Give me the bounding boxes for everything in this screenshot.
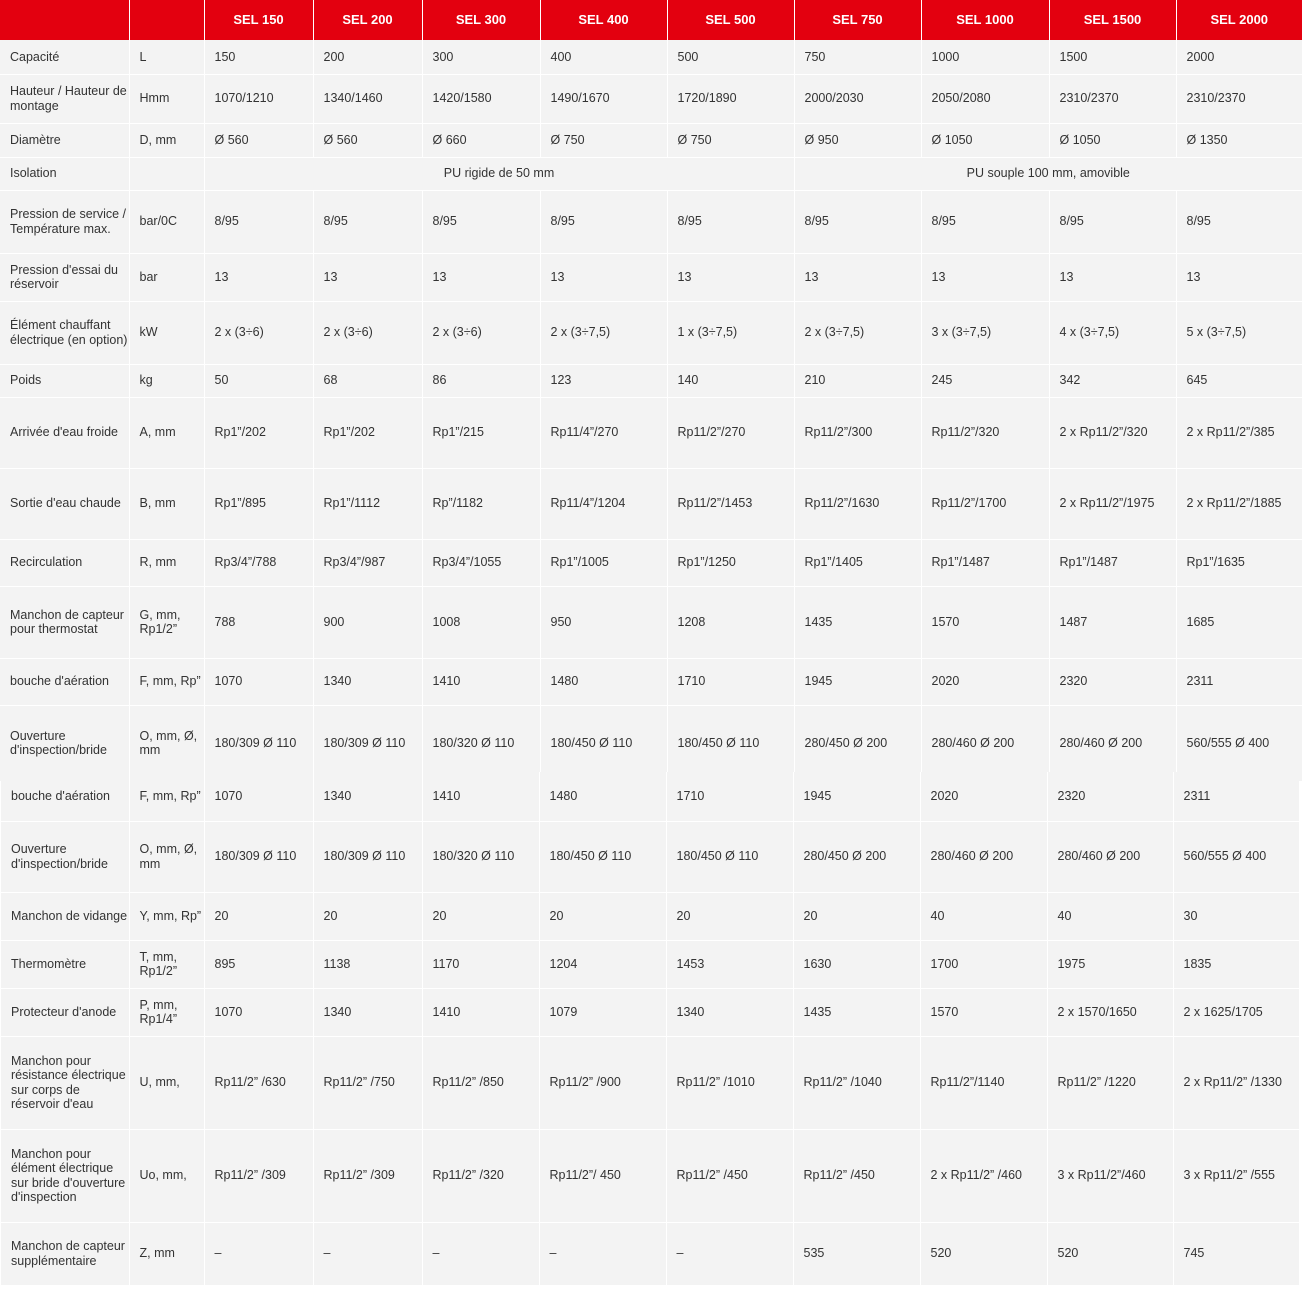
value-cell: 1340 (313, 988, 422, 1036)
value-cell: 280/460 Ø 200 (921, 705, 1049, 781)
value-cell: 2 x Rp11/2” /1330 (1173, 1036, 1299, 1129)
value-cell: 1410 (422, 772, 539, 821)
value-cell: 1340 (313, 772, 422, 821)
row-unit: Uo, mm, (129, 1129, 204, 1222)
value-cell: 2000 (1176, 40, 1302, 74)
value-cell: 1340 (313, 658, 422, 705)
value-cell: 68 (313, 364, 422, 397)
value-cell: 1975 (1047, 940, 1173, 988)
table-row (0, 397, 1302, 468)
table-row (0, 253, 1302, 301)
row-unit: kW (129, 301, 204, 364)
value-cell: 1945 (793, 772, 920, 821)
value-cell: 2320 (1047, 772, 1173, 821)
table-body-continued (1, 772, 1299, 1285)
value-cell: Rp11/2” /1040 (793, 1036, 920, 1129)
header-cell: SEL 750 (794, 0, 921, 40)
row-label: Manchon de capteur supplémentaire (1, 1222, 129, 1285)
value-cell: Ø 560 (313, 123, 422, 157)
row-label: bouche d'aération (0, 658, 129, 705)
spec-table-continued-wrapper (1, 772, 1299, 1286)
value-cell: 1685 (1176, 586, 1302, 658)
spanned-value-cell: PU rigide de 50 mm (204, 157, 794, 190)
value-cell: 520 (920, 1222, 1047, 1285)
table-row (0, 123, 1302, 157)
table-row (1, 892, 1299, 940)
value-cell: 13 (921, 253, 1049, 301)
value-cell: Rp”/1182 (422, 468, 540, 539)
value-cell: 895 (204, 940, 313, 988)
value-cell: 1710 (667, 658, 794, 705)
value-cell: – (666, 1222, 793, 1285)
value-cell: 900 (313, 586, 422, 658)
value-cell: 1480 (539, 772, 666, 821)
value-cell: 2 x Rp11/2”/320 (1049, 397, 1176, 468)
row-unit: bar (129, 253, 204, 301)
value-cell: 20 (539, 892, 666, 940)
value-cell: 1070 (204, 658, 313, 705)
value-cell: 1410 (422, 658, 540, 705)
value-cell: 1410 (422, 988, 539, 1036)
value-cell: Rp11/2”/270 (667, 397, 794, 468)
value-cell: Rp11/2”/1140 (920, 1036, 1047, 1129)
value-cell: 8/95 (1176, 190, 1302, 253)
value-cell: 280/460 Ø 200 (1049, 705, 1176, 781)
value-cell: Rp11/2” /850 (422, 1036, 539, 1129)
row-unit: L (129, 40, 204, 74)
value-cell: 280/460 Ø 200 (1047, 821, 1173, 892)
value-cell: 535 (793, 1222, 920, 1285)
table-row (1, 1036, 1299, 1129)
value-cell: 180/450 Ø 110 (539, 821, 666, 892)
header-cell: SEL 200 (313, 0, 422, 40)
row-label: Ouverture d'inspection/bride (1, 821, 129, 892)
value-cell: 13 (540, 253, 667, 301)
header-cell: SEL 1000 (921, 0, 1049, 40)
value-cell: 520 (1047, 1222, 1173, 1285)
row-unit: F, mm, Rp” (129, 772, 204, 821)
value-cell: 560/555 Ø 400 (1176, 705, 1302, 781)
value-cell: 1570 (920, 988, 1047, 1036)
value-cell: 4 x (3÷7,5) (1049, 301, 1176, 364)
row-unit: O, mm, Ø, mm (129, 705, 204, 781)
spec-table-continued (1, 772, 1299, 1286)
value-cell: 180/450 Ø 110 (666, 821, 793, 892)
value-cell: Rp11/2” /630 (204, 1036, 313, 1129)
value-cell: 13 (667, 253, 794, 301)
value-cell: 13 (1176, 253, 1302, 301)
value-cell: 123 (540, 364, 667, 397)
value-cell: 13 (1049, 253, 1176, 301)
value-cell: 8/95 (1049, 190, 1176, 253)
value-cell: 2 x (3÷6) (313, 301, 422, 364)
value-cell: Rp1”/1005 (540, 539, 667, 586)
header-cell: SEL 300 (422, 0, 540, 40)
value-cell: 8/95 (313, 190, 422, 253)
value-cell: 13 (204, 253, 313, 301)
value-cell: 280/450 Ø 200 (793, 821, 920, 892)
value-cell: 1208 (667, 586, 794, 658)
value-cell: Rp1”/202 (204, 397, 313, 468)
table-row (1, 1129, 1299, 1222)
value-cell: 40 (920, 892, 1047, 940)
row-label: Manchon pour élément électrique sur bride d'ouverture d'inspection (1, 1129, 129, 1222)
value-cell: 1435 (794, 586, 921, 658)
value-cell: 2020 (921, 658, 1049, 705)
value-cell: 1490/1670 (540, 74, 667, 123)
table-row (0, 468, 1302, 539)
value-cell: Rp1”/1405 (794, 539, 921, 586)
value-cell: 750 (794, 40, 921, 74)
value-cell: 140 (667, 364, 794, 397)
value-cell: Rp1”/202 (313, 397, 422, 468)
table-row (0, 301, 1302, 364)
table-row (1, 821, 1299, 892)
value-cell: 3 x Rp11/2”/460 (1047, 1129, 1173, 1222)
header-cell: SEL 500 (667, 0, 794, 40)
value-cell: 2000/2030 (794, 74, 921, 123)
value-cell: Rp11/2” /320 (422, 1129, 539, 1222)
value-cell: – (539, 1222, 666, 1285)
row-label: Sortie d'eau chaude (0, 468, 129, 539)
value-cell: 280/460 Ø 200 (920, 821, 1047, 892)
value-cell: Rp1”/1487 (1049, 539, 1176, 586)
value-cell: Rp3/4”/1055 (422, 539, 540, 586)
value-cell: 180/450 Ø 110 (667, 705, 794, 781)
row-label: Protecteur d'anode (1, 988, 129, 1036)
value-cell: Rp11/2”/320 (921, 397, 1049, 468)
value-cell: 1170 (422, 940, 539, 988)
table-row (0, 539, 1302, 586)
value-cell: 1720/1890 (667, 74, 794, 123)
value-cell: Ø 750 (540, 123, 667, 157)
table-row (0, 157, 1302, 190)
value-cell: 2 x (3÷6) (204, 301, 313, 364)
table-row (1, 988, 1299, 1036)
value-cell: 2 x 1570/1650 (1047, 988, 1173, 1036)
table-row (0, 586, 1302, 658)
value-cell: 2 x Rp11/2” /460 (920, 1129, 1047, 1222)
value-cell: Rp11/2” /450 (793, 1129, 920, 1222)
row-unit: T, mm, Rp1/2” (129, 940, 204, 988)
value-cell: – (313, 1222, 422, 1285)
value-cell: 86 (422, 364, 540, 397)
value-cell: 1435 (793, 988, 920, 1036)
value-cell: 2310/2370 (1176, 74, 1302, 123)
row-unit: P, mm, Rp1/4” (129, 988, 204, 1036)
value-cell: Rp11/2” /1220 (1047, 1036, 1173, 1129)
value-cell: 1835 (1173, 940, 1299, 988)
value-cell: 300 (422, 40, 540, 74)
value-cell: 1204 (539, 940, 666, 988)
value-cell: 1008 (422, 586, 540, 658)
value-cell: 20 (666, 892, 793, 940)
value-cell: 1480 (540, 658, 667, 705)
row-label: Arrivée d'eau froide (0, 397, 129, 468)
value-cell: Ø 1350 (1176, 123, 1302, 157)
value-cell: 40 (1047, 892, 1173, 940)
value-cell: 20 (204, 892, 313, 940)
value-cell: Rp11/2” /750 (313, 1036, 422, 1129)
row-unit: R, mm (129, 539, 204, 586)
row-label: Hauteur / Hauteur de montage (0, 74, 129, 123)
value-cell: Rp11/2” /309 (204, 1129, 313, 1222)
value-cell: Rp11/2”/ 450 (539, 1129, 666, 1222)
row-unit: A, mm (129, 397, 204, 468)
value-cell: 1340 (666, 988, 793, 1036)
value-cell: Rp1”/215 (422, 397, 540, 468)
value-cell: 8/95 (794, 190, 921, 253)
value-cell: 13 (794, 253, 921, 301)
spanned-value-cell: PU souple 100 mm, amovible (794, 157, 1302, 190)
row-unit (129, 157, 204, 190)
value-cell: Rp1”/1635 (1176, 539, 1302, 586)
row-label: Isolation (0, 157, 129, 190)
value-cell: 13 (422, 253, 540, 301)
row-label: Élément chauffant électrique (en option) (0, 301, 129, 364)
table-row (0, 190, 1302, 253)
header-cell: SEL 400 (540, 0, 667, 40)
row-label: Pression d'essai du réservoir (0, 253, 129, 301)
value-cell: 180/309 Ø 110 (204, 705, 313, 781)
value-cell: 1340/1460 (313, 74, 422, 123)
row-label: Recirculation (0, 539, 129, 586)
value-cell: 560/555 Ø 400 (1173, 821, 1299, 892)
value-cell: 1630 (793, 940, 920, 988)
value-cell: 1420/1580 (422, 74, 540, 123)
value-cell: 342 (1049, 364, 1176, 397)
row-unit: G, mm, Rp1/2” (129, 586, 204, 658)
value-cell: 180/450 Ø 110 (540, 705, 667, 781)
row-unit: U, mm, (129, 1036, 204, 1129)
row-label: Capacité (0, 40, 129, 74)
value-cell: 180/320 Ø 110 (422, 705, 540, 781)
value-cell: 50 (204, 364, 313, 397)
table-row (0, 705, 1302, 781)
value-cell: Ø 950 (794, 123, 921, 157)
value-cell: 20 (313, 892, 422, 940)
header-cell: SEL 150 (204, 0, 313, 40)
row-label: Ouverture d'inspection/bride (0, 705, 129, 781)
value-cell: 20 (793, 892, 920, 940)
value-cell: Rp1”/895 (204, 468, 313, 539)
value-cell: 3 x Rp11/2” /555 (1173, 1129, 1299, 1222)
value-cell: Rp1”/1112 (313, 468, 422, 539)
value-cell: 280/450 Ø 200 (794, 705, 921, 781)
value-cell: 180/309 Ø 110 (204, 821, 313, 892)
value-cell: 8/95 (204, 190, 313, 253)
value-cell: 1 x (3÷7,5) (667, 301, 794, 364)
value-cell: 2310/2370 (1049, 74, 1176, 123)
value-cell: 1453 (666, 940, 793, 988)
value-cell: 1070/1210 (204, 74, 313, 123)
row-label: Pression de service / Température max. (0, 190, 129, 253)
value-cell: 1710 (666, 772, 793, 821)
table-row (0, 364, 1302, 397)
table-row (0, 658, 1302, 705)
value-cell: 645 (1176, 364, 1302, 397)
header-cell: SEL 2000 (1176, 0, 1302, 40)
value-cell: 1500 (1049, 40, 1176, 74)
value-cell: 400 (540, 40, 667, 74)
value-cell: 1700 (920, 940, 1047, 988)
value-cell: 788 (204, 586, 313, 658)
row-unit: Z, mm (129, 1222, 204, 1285)
value-cell: 30 (1173, 892, 1299, 940)
value-cell: 20 (422, 892, 539, 940)
row-unit: Y, mm, Rp” (129, 892, 204, 940)
value-cell: Rp11/2”/1700 (921, 468, 1049, 539)
value-cell: 150 (204, 40, 313, 74)
value-cell: 180/309 Ø 110 (313, 705, 422, 781)
value-cell: – (204, 1222, 313, 1285)
header-cell: SEL 1500 (1049, 0, 1176, 40)
row-unit: D, mm (129, 123, 204, 157)
value-cell: – (422, 1222, 539, 1285)
value-cell: 1000 (921, 40, 1049, 74)
value-cell: Rp11/2”/1453 (667, 468, 794, 539)
value-cell: Ø 750 (667, 123, 794, 157)
row-label: Thermomètre (1, 940, 129, 988)
value-cell: 2 x 1625/1705 (1173, 988, 1299, 1036)
table-header (0, 0, 1302, 40)
value-cell: 2 x (3÷6) (422, 301, 540, 364)
value-cell: 950 (540, 586, 667, 658)
value-cell: 2320 (1049, 658, 1176, 705)
value-cell: 210 (794, 364, 921, 397)
row-label: Manchon de vidange (1, 892, 129, 940)
value-cell: Ø 660 (422, 123, 540, 157)
value-cell: 500 (667, 40, 794, 74)
value-cell: 745 (1173, 1222, 1299, 1285)
row-unit: bar/0C (129, 190, 204, 253)
value-cell: 1138 (313, 940, 422, 988)
value-cell: 2311 (1176, 658, 1302, 705)
value-cell: Rp11/2” /900 (539, 1036, 666, 1129)
value-cell: 2311 (1173, 772, 1299, 821)
header-cell (0, 0, 129, 40)
value-cell: Rp3/4”/788 (204, 539, 313, 586)
value-cell: Rp11/2” /1010 (666, 1036, 793, 1129)
table-row (0, 40, 1302, 74)
value-cell: 8/95 (921, 190, 1049, 253)
value-cell: Rp11/4”/270 (540, 397, 667, 468)
value-cell: 2 x Rp11/2”/385 (1176, 397, 1302, 468)
value-cell: Rp11/2”/1630 (794, 468, 921, 539)
table-body (0, 40, 1302, 781)
table-row (1, 1222, 1299, 1285)
value-cell: Rp11/2” /450 (666, 1129, 793, 1222)
value-cell: 5 x (3÷7,5) (1176, 301, 1302, 364)
row-unit: B, mm (129, 468, 204, 539)
row-label: bouche d'aération (1, 772, 129, 821)
row-label: Manchon de capteur pour thermostat (0, 586, 129, 658)
table-row (0, 74, 1302, 123)
row-unit: O, mm, Ø, mm (129, 821, 204, 892)
value-cell: 1570 (921, 586, 1049, 658)
value-cell: 2 x Rp11/2”/1975 (1049, 468, 1176, 539)
row-label: Diamètre (0, 123, 129, 157)
value-cell: 13 (313, 253, 422, 301)
value-cell: Rp11/4”/1204 (540, 468, 667, 539)
value-cell: 2050/2080 (921, 74, 1049, 123)
value-cell: 245 (921, 364, 1049, 397)
value-cell: Ø 1050 (1049, 123, 1176, 157)
value-cell: 2 x Rp11/2”/1885 (1176, 468, 1302, 539)
row-unit: F, mm, Rp” (129, 658, 204, 705)
value-cell: 180/309 Ø 110 (313, 821, 422, 892)
value-cell: 8/95 (540, 190, 667, 253)
row-label: Poids (0, 364, 129, 397)
value-cell: Rp3/4”/987 (313, 539, 422, 586)
table-row (1, 772, 1299, 821)
value-cell: 1945 (794, 658, 921, 705)
header-row (0, 0, 1302, 40)
table-row (1, 940, 1299, 988)
row-unit: kg (129, 364, 204, 397)
value-cell: 3 x (3÷7,5) (921, 301, 1049, 364)
row-unit: Hmm (129, 74, 204, 123)
value-cell: Ø 560 (204, 123, 313, 157)
value-cell: 1079 (539, 988, 666, 1036)
value-cell: 2 x (3÷7,5) (540, 301, 667, 364)
value-cell: Rp1”/1487 (921, 539, 1049, 586)
value-cell: Rp11/2” /309 (313, 1129, 422, 1222)
value-cell: 1070 (204, 772, 313, 821)
header-cell (129, 0, 204, 40)
value-cell: 1070 (204, 988, 313, 1036)
row-label: Manchon pour résistance électrique sur corps de réservoir d'eau (1, 1036, 129, 1129)
value-cell: 1487 (1049, 586, 1176, 658)
value-cell: 2 x (3÷7,5) (794, 301, 921, 364)
value-cell: 200 (313, 40, 422, 74)
value-cell: 2020 (920, 772, 1047, 821)
value-cell: 8/95 (422, 190, 540, 253)
value-cell: Rp1”/1250 (667, 539, 794, 586)
value-cell: 180/320 Ø 110 (422, 821, 539, 892)
value-cell: Ø 1050 (921, 123, 1049, 157)
value-cell: Rp11/2”/300 (794, 397, 921, 468)
value-cell: 8/95 (667, 190, 794, 253)
